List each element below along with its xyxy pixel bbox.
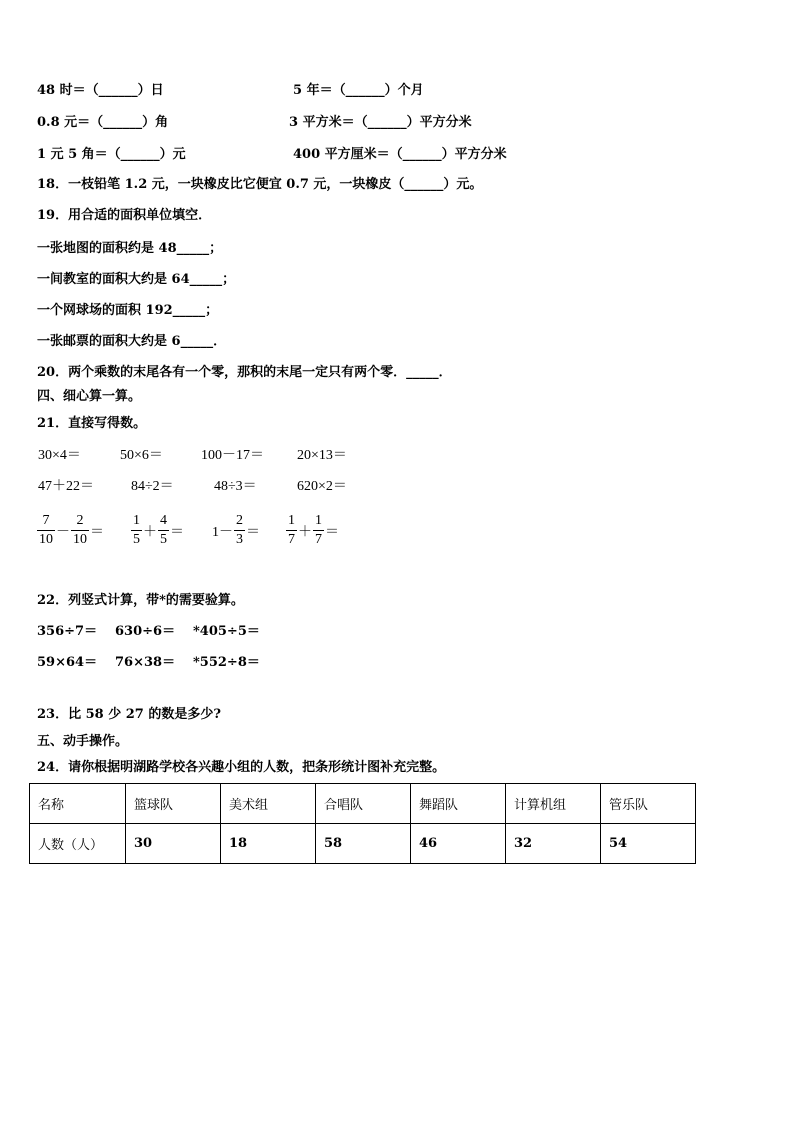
calc-50x6: 50×6＝ (120, 448, 163, 463)
calc-48div3: 48÷3＝ (214, 479, 257, 494)
question-23: 23．比 58 少 27 的数是多少? (37, 707, 221, 722)
table-cell: 计算机组 (506, 784, 601, 824)
calc-100-17: 100－17＝ (201, 448, 264, 463)
table-cell: 美术组 (221, 784, 316, 824)
vertical-calc-405div5: *405÷5＝ (193, 624, 260, 639)
calc-fraction-1-7-plus-1-7: $\frac{1}{7}$ ＋ $\frac{1}{7}$ ＝ (288, 513, 339, 547)
question-19-item-tennis: 一个网球场的面积 192_____； (37, 303, 219, 318)
calc-47+22: 47＋22＝ (38, 479, 94, 494)
section-4-heading: 四、细心算一算。 (37, 389, 142, 404)
fraction: $\frac{2}{10}$ (73, 513, 87, 547)
question-22-title: 22．列竖式计算，带*的需要验算。 (37, 593, 244, 608)
calc-fraction-1-5-plus-4-5: $\frac{1}{5}$ ＋ $\frac{4}{5}$ ＝ (133, 513, 184, 547)
table-row (30, 824, 696, 864)
interest-group-table (29, 783, 696, 864)
vertical-calc-630div6: 630÷6＝ (115, 624, 176, 639)
table-cell: 30 (126, 824, 221, 864)
table-header-row (30, 784, 696, 824)
section-5-heading: 五、动手操作。 (37, 734, 129, 749)
calc-fraction-1-minus-2-3: 1－ $\frac{2}{3}$ ＝ (212, 513, 260, 547)
table-cell: 人数（人） (30, 824, 126, 864)
table-cell: 18 (221, 824, 316, 864)
fraction: $\frac{1}{5}$ (133, 513, 140, 547)
table-cell: 54 (601, 824, 696, 864)
question-19-item-map: 一张地图的面积约是 48_____； (37, 241, 223, 256)
conversion-1yuan5jiao: 1 元 5 角＝（______）元 (37, 147, 186, 162)
table-cell: 篮球队 (126, 784, 221, 824)
vertical-calc-552div8: *552÷8＝ (193, 655, 260, 670)
question-19-item-stamp: 一张邮票的面积大约是 6_____． (37, 334, 227, 349)
calc-20x13: 20×13＝ (297, 448, 347, 463)
question-18: 18．一枝铅笔 1.2 元，一块橡皮比它便宜 0.7 元，一块橡皮（______）元。 (37, 177, 483, 192)
calc-30x4: 30×4＝ (38, 448, 81, 463)
conversion-3sqm: 3 平方米＝（______）平方分米 (289, 115, 472, 130)
question-19-title: 19．用合适的面积单位填空． (37, 208, 212, 223)
table-cell: 名称 (30, 784, 126, 824)
fraction: $\frac{1}{7}$ (288, 513, 295, 547)
table-cell: 58 (316, 824, 411, 864)
fraction: $\frac{4}{5}$ (160, 513, 167, 547)
conversion-5yr: 5 年＝（______）个月 (293, 83, 424, 98)
question-19-item-classroom: 一间教室的面积大约是 64_____； (37, 272, 236, 287)
calc-84div2: 84÷2＝ (131, 479, 174, 494)
table-cell: 舞蹈队 (411, 784, 506, 824)
table-cell: 合唱队 (316, 784, 411, 824)
question-24-title: 24．请你根据明湖路学校各兴趣小组的人数，把条形统计图补充完整。 (37, 760, 446, 775)
question-21-title: 21．直接写得数。 (37, 416, 147, 431)
vertical-calc-76x38: 76×38＝ (115, 655, 176, 670)
vertical-calc-356div7: 356÷7＝ (37, 624, 98, 639)
conversion-48h: 48 时＝（______）日 (37, 83, 164, 98)
calc-620x2: 620×2＝ (297, 479, 347, 494)
fraction: $\frac{2}{3}$ (236, 513, 243, 547)
conversion-400sqcm: 400 平方厘米＝（______）平方分米 (293, 147, 507, 162)
question-20: 20．两个乘数的末尾各有一个零，那积的末尾一定只有两个零．_____． (37, 365, 452, 380)
table-cell: 32 (506, 824, 601, 864)
table-cell: 46 (411, 824, 506, 864)
conversion-0.8yuan: 0.8 元＝（______）角 (37, 115, 169, 130)
fraction: $\frac{7}{10}$ (39, 513, 53, 547)
table-cell: 管乐队 (601, 784, 696, 824)
vertical-calc-59x64: 59×64＝ (37, 655, 98, 670)
calc-fraction-7-10-minus-2-10: $\frac{7}{10}$ － $\frac{2}{10}$ ＝ (39, 513, 104, 547)
fraction: $\frac{1}{7}$ (315, 513, 322, 547)
